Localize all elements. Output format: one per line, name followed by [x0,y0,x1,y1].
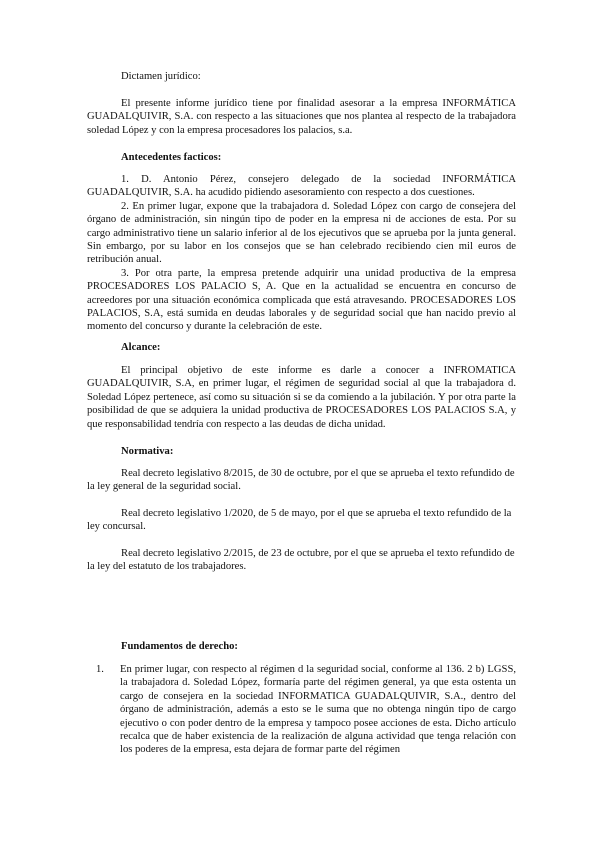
antecedentes-paragraph-1: 1. D. Antonio Pérez, consejero delegado de la sociedad INFORMÁTICA GUADALQUIVIR, S.A. ha acudido pidiendo asesoramiento con respecto a dos cuestiones. [87,174,516,199]
normativa-heading: Normativa: [121,446,174,457]
alcance-paragraph: El principal objetivo de este informe es darle a conocer a INFROMATICA GUADALQUIVIR, S.A, en primer lugar, el régimen de seguridad social al que la trabajadora d. Soledad López pertenece, así como su situación si se da comiendo a la jubilación. Y por otra parte la posibilidad de que se adquiera la unidad productiva de PROCESADORES LOS PALACIOS S.A, y que responsabilidad tendría con respecto a las deudas de dicha unidad. [87,365,516,430]
normativa-item: Real decreto legislativo 8/2015, de 30 de octubre, por el que se aprueba el texto refundido de la ley general de la seguridad social. [87,468,515,493]
antecedentes-section [87,173,516,334]
antecedentes-heading: Antecedentes facticos: [121,152,222,163]
fundamentos-heading: Fundamentos de derecho: [121,641,238,652]
normativa-item: Real decreto legislativo 1/2020, de 5 de mayo, por el que se aprueba el texto refundido de la ley concursal. [87,508,512,533]
normativa-item: Real decreto legislativo 2/2015, de 23 de octubre, por el que se aprueba el texto refundido de la ley del estatuto de los trabajadores. [87,548,515,573]
antecedentes-paragraph-2: 2. En primer lugar, expone que la trabajadora d. Soledad López con cargo de consejera del órgano de administración, sin ningún tipo de poder en la empresa ni de acciones de esta. Por su cargo administrativo tiene un salario inferior al de los ejecutivos que se aprueba por la junta general. Sin embargo, por su labor en los consejos que se han celebrado recibiendo cien mil euros de retribución anual. [87,200,516,266]
intro-paragraph: El presente informe jurídico tiene por finalidad asesorar a la empresa INFORMÁTICA GUADALQUIVIR, S.A. con respecto a las situaciones que nos plantea al respecto de la trabajadora soledad López y con la empresa procesadores los palacios, s.a. [87,98,516,136]
antecedentes-paragraph-3: 3. Por otra parte, la empresa pretende adquirir una unidad productiva de la empresa PROCESADORES LOS PALACIO S, A. Que en la actualidad se encuentra en concurso de acreedores por una situación económica complicada que está atravesando. PROCESADORES LOS PALACIOS, S.A, está sumida en deudas laborales y de seguridad social que han nacido previo al momento del concurso y durante la celebración de este. [87,267,516,333]
list-number: 1. [96,664,104,675]
fundamentos-item-text: En primer lugar, con respecto al régimen d la seguridad social, conforme al 136. 2 b) LGSS, la trabajadora d. Soledad López, formaría parte del régimen general, ya que esta ostenta un cargo de consejera en la sociedad INFORMATICA GUADALQUIVIR, S.A., dentro del órgano de administración, además a esto se le suma que no obtenga ningún tipo de cargo ejecutivo o con poder dentro de la empresa y tampoco posee acciones de esta. Dicho artículo recalca que de haber existencia de la realización de alguna actividad que tenga relación con los poderes de la empresa, esta dejara de formar parte del régimen [120,664,516,756]
document-title: Dictamen jurídico: [121,71,201,82]
alcance-heading: Alcance: [121,342,161,353]
